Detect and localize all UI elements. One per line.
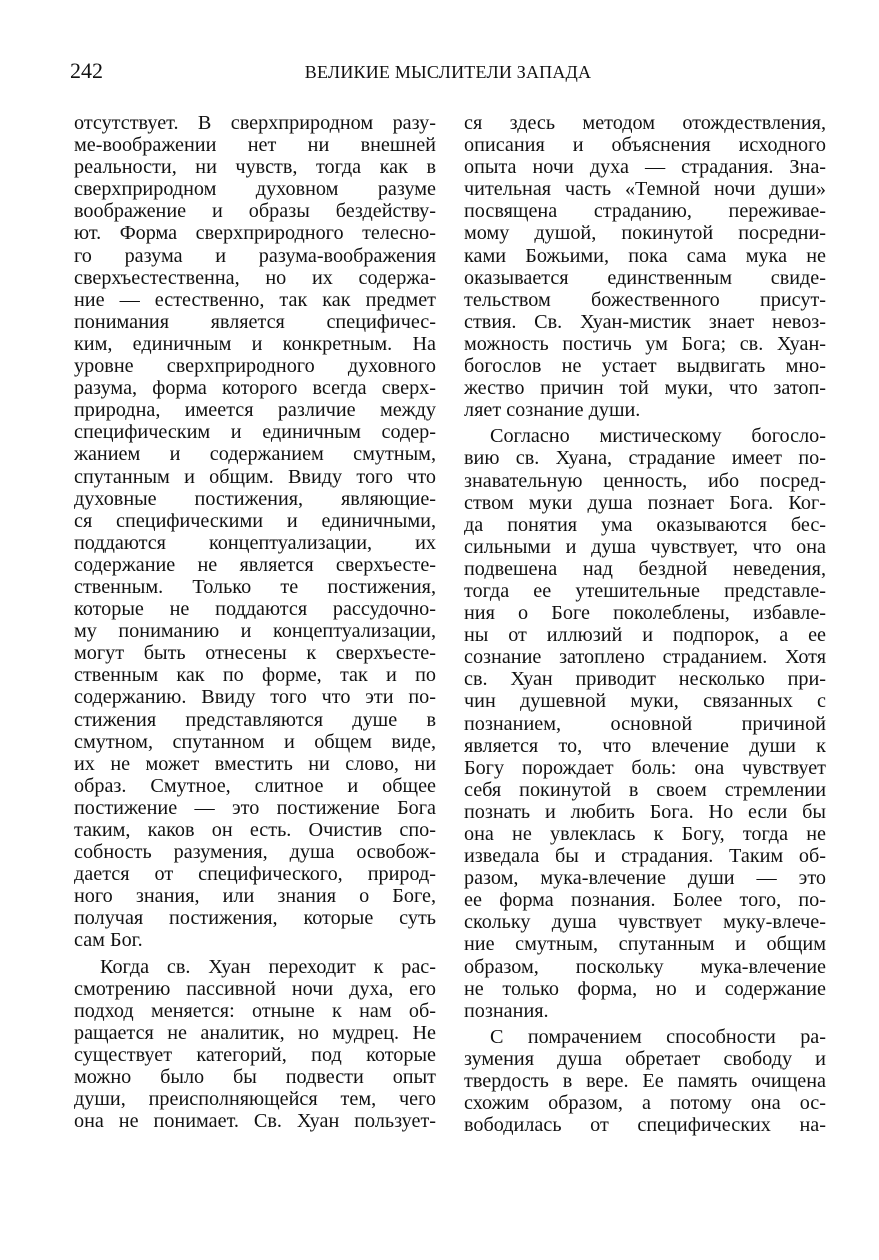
text-line: сильными и душа чувствует, что она (464, 535, 826, 558)
text-line: таким, каков он есть. Очистив спо- (74, 819, 436, 841)
text-line: ращается не аналитик, но мудрец. Не (74, 1021, 436, 1044)
text-line: природна, имеется различие между (74, 399, 436, 422)
text-line: богослов не устает выдвигать мно- (464, 355, 826, 378)
text-line: оказывается единственным свиде- (464, 266, 826, 289)
text-line: уровне сверхприродного духовного (74, 355, 436, 378)
text-line: которые не поддаются рассудочно- (74, 598, 436, 621)
text-line: ния о Боге поколеблены, избавле- (464, 602, 826, 625)
text-line: мому душой, покинутой посредни- (464, 222, 826, 245)
text-line: спутанным и общим. Ввиду того что (74, 465, 436, 488)
text-line: опыта ночи духа — страдания. Зна- (464, 156, 826, 179)
text-line: жанием и содержанием смутным, (74, 443, 436, 466)
text-line: сверхприродном духовном разуме (74, 178, 436, 201)
text-line: духовные постижения, являющие- (74, 487, 436, 510)
text-line: твердость в вере. Ее память очищена (464, 1070, 826, 1093)
text-line: ким, единичным и конкретным. На (74, 332, 436, 355)
text-line: души, преисполняющейся тем, чего (74, 1088, 436, 1111)
text-line: ся здесь методом отождествления, (464, 112, 826, 134)
text-line: не только форма, но и содержание (464, 977, 826, 1000)
text-line: существует категорий, под которые (74, 1043, 436, 1066)
text-line: ственным как по форме, так и по (74, 664, 436, 687)
text-line: сверхъестественна, но их содержа- (74, 266, 436, 289)
text-line: сам Бог. (74, 929, 143, 952)
text-line: содержание не является сверхъесте- (74, 553, 436, 576)
text-line: смутном, спутанном и общем виде, (74, 730, 436, 753)
text-line: можно было бы подвести опыт (74, 1066, 436, 1089)
text-line: воображение и образы бездейству- (74, 200, 436, 223)
text-line: Согласно мистическому богосло- (490, 425, 826, 448)
text-line: тельством божественного присут- (464, 288, 826, 311)
paragraph (74, 956, 436, 1133)
text-line: ны от иллюзий и подпорок, а ее (464, 624, 826, 647)
text-column-right (464, 112, 826, 1136)
text-line: познания. (464, 999, 549, 1022)
text-line: смотрению пассивной ночи духа, его (74, 977, 436, 1000)
text-line: понимания является специфичес- (74, 310, 436, 333)
text-line: является то, что влечение души к (464, 734, 826, 757)
text-line: схожим образом, а потому она ос- (464, 1092, 826, 1115)
paragraph (74, 112, 436, 952)
text-line: она не увлеклась к Богу, тогда не (464, 823, 826, 845)
text-line: разом, мука-влечение души — это (464, 867, 826, 890)
text-line: св. Хуан приводит несколько при- (464, 668, 826, 691)
text-line: постижение — это постижение Бога (74, 796, 436, 819)
text-line: получая постижения, которые суть (74, 907, 436, 930)
text-line: ют. Форма сверхприродного телесно- (74, 222, 436, 245)
text-line: вию св. Хуана, страдание имеет по- (464, 447, 826, 470)
running-title: ВЕЛИКИЕ МЫСЛИТЕЛИ ЗАПАДА (304, 62, 592, 82)
text-line: го разума и разума-воображения (74, 244, 436, 267)
text-line: С помрачением способности ра- (490, 1025, 826, 1048)
text-line: Когда св. Хуан переходит к рас- (100, 955, 436, 978)
text-line: отсутствует. В сверхприродном разу- (74, 112, 436, 134)
text-line: знавательную ценность, ибо посред- (464, 469, 826, 492)
text-line: подвешена над бездной неведения, (464, 557, 826, 580)
paragraph (464, 112, 826, 421)
text-line: жество причин той муки, что затоп- (464, 377, 826, 400)
paragraph (464, 425, 826, 1022)
text-line: образ. Смутное, слитное и общее (74, 774, 436, 797)
text-line: образом, поскольку мука-влечение (464, 955, 826, 978)
text-line: ками Божьими, пока сама мука не (464, 244, 826, 267)
text-column-left (74, 112, 436, 1132)
text-line: ние — естественно, так как предмет (74, 288, 436, 311)
text-line: описания и объяснения исходного (464, 134, 826, 157)
text-line: чин душевной муки, связанных с (464, 690, 826, 713)
text-line: специфическим и единичным содер- (74, 421, 436, 444)
text-line: скольку душа чувствует муку-влече- (464, 911, 826, 934)
text-line: могут быть отнесены к сверхъесте- (74, 642, 436, 665)
text-line: да понятия ума оказываются бес- (464, 513, 826, 536)
text-line: ние смутным, спутанным и общим (464, 933, 826, 956)
text-line: Богу порождает боль: она чувствует (464, 756, 826, 779)
text-line: собность разумения, душа освобож- (74, 841, 436, 864)
text-line: поддаются концептуализации, их (74, 531, 436, 554)
text-line: подход меняется: отныне к нам об- (74, 999, 436, 1022)
text-line: дается от специфического, природ- (74, 863, 436, 886)
text-line: познать и любить Бога. Но если бы (464, 800, 826, 823)
text-line: она не понимает. Св. Хуан пользует- (74, 1110, 436, 1133)
text-line: вободилась от специфических на- (464, 1114, 826, 1137)
text-line: посвящена страданию, переживае- (464, 200, 826, 223)
text-line: можность постичь ум Бога; св. Хуан- (464, 332, 826, 355)
text-line: сознание затоплено страданием. Хотя (464, 646, 826, 669)
page-header (70, 58, 826, 92)
text-line: изведала бы и страдания. Таким об- (464, 845, 826, 868)
text-line: чительная часть «Темной ночи души» (464, 178, 826, 201)
text-line: ством муки душа познает Бога. Ког- (464, 491, 826, 514)
page-number: 242 (70, 58, 103, 83)
text-line: ствия. Св. Хуан-мистик знает невоз- (464, 310, 826, 333)
text-line: содержанию. Ввиду того что эти по- (74, 686, 436, 709)
text-line: ее форма познания. Более того, по- (464, 889, 826, 912)
text-line: му пониманию и концептуализации, (74, 620, 436, 643)
text-line: познанием, основной причиной (464, 712, 826, 735)
paragraph (464, 1026, 826, 1136)
text-line: себя покинутой в своем стремлении (464, 778, 826, 801)
text-line: зумения душа обретает свободу и (464, 1047, 826, 1070)
text-line: их не может вместить ни слово, ни (74, 752, 436, 775)
text-line: ме-воображении нет ни внешней (74, 134, 436, 157)
text-line: ляет сознание души. (464, 399, 641, 422)
text-line: ся специфическими и единичными, (74, 509, 436, 532)
text-line: ного знания, или знания о Боге, (74, 885, 436, 908)
text-line: стижения представляются душе в (74, 708, 436, 731)
text-line: разума, форма которого всегда сверх- (74, 377, 436, 400)
text-line: тогда ее утешительные представле- (464, 579, 826, 602)
text-line: ственным. Только те постижения, (74, 575, 436, 598)
text-line: реальности, ни чувств, тогда как в (74, 156, 436, 179)
